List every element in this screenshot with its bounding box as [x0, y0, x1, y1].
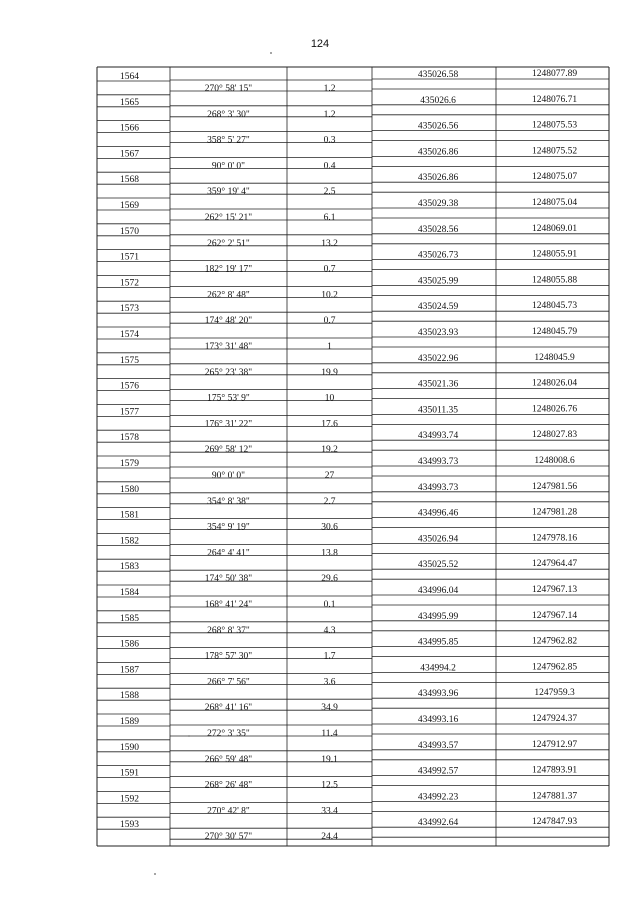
- segment-length-cell: 19.9: [321, 367, 338, 378]
- segment-length-cell: 1: [327, 342, 332, 352]
- y-coordinate-cell: 1248026.04: [531, 378, 578, 389]
- bearing-angle-cell: 168° 41' 24": [204, 600, 253, 610]
- point-id-cell: 1584: [120, 588, 139, 598]
- point-id-cell: 1587: [120, 665, 139, 676]
- bearing-angle-cell: 359° 19' 4": [207, 187, 250, 198]
- x-coordinate-cell: 435025.52: [417, 560, 459, 571]
- segment-length-cell: 30.6: [321, 522, 338, 533]
- x-coordinate-cell: 434996.46: [417, 508, 459, 519]
- point-id-cell: 1585: [120, 613, 139, 624]
- x-coordinate-cell: 435021.36: [417, 379, 459, 390]
- bearing-angle-cell: 268° 8' 37": [207, 625, 250, 636]
- x-coordinate-cell: 435026.73: [417, 250, 459, 261]
- y-coordinate-cell: 1248008.6: [534, 456, 575, 466]
- bearing-angle-cell: 270° 30' 57": [204, 832, 253, 843]
- segment-length-cell: 11.4: [321, 729, 338, 739]
- bearing-angle-cell: 174° 48' 20": [204, 316, 253, 327]
- segment-length-cell: 17.6: [321, 419, 338, 430]
- x-coordinate-cell: 435026.6: [420, 95, 456, 106]
- y-coordinate-cell: 1248027.83: [531, 430, 578, 441]
- segment-length-cell: 3.6: [323, 677, 336, 688]
- x-coordinate-cell: 434993.57: [417, 740, 459, 751]
- bearing-angle-cell: 270° 58' 15": [204, 84, 253, 94]
- segment-length-cell: 1.2: [323, 84, 336, 94]
- scan-speck: [154, 873, 156, 875]
- point-id-cell: 1593: [120, 820, 139, 831]
- x-coordinate-cell: 435026.86: [417, 173, 459, 184]
- y-coordinate-cell: 1248069.01: [531, 223, 578, 234]
- x-coordinate-cell: 434993.73: [417, 457, 459, 467]
- segment-length-cell: 1.2: [323, 109, 336, 120]
- point-id-cell: 1583: [120, 562, 139, 573]
- bearing-angle-cell: 264° 4' 41": [207, 548, 250, 559]
- x-coordinate-cell: 435023.93: [417, 328, 459, 338]
- y-coordinate-cell: 1247981.56: [531, 481, 578, 492]
- y-coordinate-cell: 1247881.37: [531, 791, 578, 802]
- y-coordinate-cell: 1248075.07: [531, 172, 578, 183]
- x-coordinate-cell: 434993.73: [417, 482, 459, 493]
- y-coordinate-cell: 1248045.73: [531, 301, 578, 312]
- y-coordinate-cell: 1247967.13: [531, 585, 578, 595]
- segment-length-cell: 0.7: [323, 316, 336, 327]
- x-coordinate-cell: 434992.23: [417, 792, 459, 803]
- x-coordinate-cell: 435028.56: [417, 224, 459, 235]
- point-id-cell: 1572: [120, 278, 139, 289]
- segment-length-cell: 19.2: [321, 445, 338, 456]
- table-cells: [120, 69, 577, 842]
- y-coordinate-cell: 1247959.3: [534, 688, 575, 699]
- point-id-cell: 1576: [120, 381, 139, 392]
- bearing-angle-cell: 266° 7' 56": [207, 677, 250, 688]
- y-coordinate-cell: 1248076.71: [531, 94, 578, 105]
- y-coordinate-cell: 1247962.82: [531, 636, 578, 647]
- x-coordinate-cell: 434992.64: [417, 818, 459, 829]
- x-coordinate-cell: 435022.96: [417, 353, 459, 364]
- bearing-angle-cell: 90° 0' 0": [211, 471, 246, 481]
- x-coordinate-cell: 434995.85: [417, 637, 459, 648]
- segment-length-cell: 13.2: [321, 238, 338, 249]
- bearing-angle-cell: 358° 5' 27": [207, 135, 250, 146]
- y-coordinate-cell: 1248045.9: [534, 352, 575, 363]
- y-coordinate-cell: 1247967.14: [531, 610, 578, 621]
- x-coordinate-cell: 434996.04: [417, 586, 459, 596]
- y-coordinate-cell: 1248045.79: [531, 327, 578, 337]
- point-id-cell: 1570: [120, 226, 139, 237]
- y-coordinate-cell: 1247912.97: [531, 739, 578, 750]
- bearing-angle-cell: 354° 8' 38": [207, 496, 250, 507]
- x-coordinate-cell: 435024.59: [417, 302, 459, 313]
- point-id-cell: 1589: [120, 717, 139, 727]
- segment-length-cell: 0.4: [323, 161, 336, 172]
- bearing-angle-cell: 270° 42' 8": [207, 806, 250, 817]
- segment-length-cell: 6.1: [323, 213, 336, 223]
- point-id-cell: 1571: [120, 252, 139, 263]
- bearing-angle-cell: 269° 58' 12": [204, 445, 253, 456]
- y-coordinate-cell: 1248026.76: [531, 404, 578, 415]
- y-coordinate-cell: 1247981.28: [531, 507, 578, 518]
- bearing-angle-cell: 174° 50' 38": [204, 574, 253, 585]
- y-coordinate-cell: 1247964.47: [531, 559, 578, 570]
- x-coordinate-cell: 435026.56: [417, 121, 459, 132]
- segment-length-cell: 4.3: [323, 625, 336, 636]
- point-id-cell: 1567: [120, 149, 139, 160]
- bearing-angle-cell: 354° 9' 19": [207, 522, 250, 533]
- y-coordinate-cell: 1247924.37: [531, 714, 578, 724]
- segment-length-cell: 10: [324, 393, 335, 404]
- x-coordinate-cell: 435026.94: [417, 534, 459, 545]
- segment-length-cell: 1.7: [323, 651, 336, 662]
- segment-length-cell: 0.1: [323, 600, 336, 610]
- page-number: 124: [310, 38, 330, 50]
- bearing-angle-cell: 272° 3' 35": [207, 729, 250, 739]
- segment-length-cell: 27: [324, 471, 335, 481]
- point-id-cell: 1582: [120, 536, 139, 547]
- segment-length-cell: 24.4: [321, 832, 338, 843]
- x-coordinate-cell: 434995.99: [417, 611, 459, 622]
- y-coordinate-cell: 1247962.85: [531, 662, 578, 673]
- segment-length-cell: 0.3: [323, 135, 336, 146]
- point-id-cell: 1568: [120, 175, 139, 186]
- y-coordinate-cell: 1248075.04: [531, 198, 578, 208]
- segment-length-cell: 10.2: [321, 290, 338, 301]
- bearing-angle-cell: 176° 31' 22": [204, 419, 253, 430]
- bearing-angle-cell: 178° 57' 30": [204, 651, 253, 662]
- point-id-cell: 1581: [120, 510, 139, 521]
- segment-length-cell: 33.4: [321, 806, 338, 817]
- segment-length-cell: 12.5: [321, 780, 338, 791]
- point-id-cell: 1569: [120, 201, 139, 211]
- y-coordinate-cell: 1248075.53: [531, 120, 578, 131]
- point-id-cell: 1566: [120, 123, 139, 134]
- segment-length-cell: 34.9: [321, 703, 338, 714]
- point-id-cell: 1574: [120, 330, 139, 340]
- y-coordinate-cell: 1247847.93: [531, 817, 578, 828]
- bearing-angle-cell: 262° 15' 21": [204, 213, 253, 223]
- segment-length-cell: 2.5: [323, 187, 336, 198]
- point-id-cell: 1588: [120, 691, 139, 702]
- y-coordinate-cell: 1248055.91: [531, 249, 578, 260]
- point-id-cell: 1573: [120, 304, 139, 315]
- x-coordinate-cell: 435011.35: [417, 405, 459, 416]
- point-id-cell: 1564: [120, 72, 139, 82]
- point-id-cell: 1592: [120, 794, 139, 805]
- x-coordinate-cell: 435026.58: [417, 70, 459, 80]
- bearing-angle-cell: 182° 19' 17": [204, 264, 253, 275]
- bearing-angle-cell: 90° 0' 0": [211, 161, 246, 172]
- scan-speck: [188, 735, 190, 737]
- y-coordinate-cell: 1247893.91: [531, 765, 578, 776]
- x-coordinate-cell: 435029.38: [417, 199, 459, 209]
- y-coordinate-cell: 1248077.89: [531, 69, 578, 79]
- bearing-angle-cell: 262° 8' 48": [207, 290, 250, 301]
- scan-speck: [270, 52, 272, 54]
- point-id-cell: 1577: [120, 407, 139, 418]
- bearing-angle-cell: 268° 41' 16": [204, 703, 253, 714]
- segment-length-cell: 13.8: [321, 548, 338, 559]
- point-id-cell: 1586: [120, 639, 139, 650]
- point-id-cell: 1590: [120, 742, 139, 753]
- bearing-angle-cell: 266° 59' 48": [204, 754, 253, 765]
- y-coordinate-cell: 1248055.88: [531, 275, 578, 286]
- bearing-angle-cell: 268° 3' 30": [207, 109, 250, 120]
- y-coordinate-cell: 1248075.52: [531, 146, 578, 157]
- segment-length-cell: 2.7: [323, 496, 336, 507]
- x-coordinate-cell: 435025.99: [417, 276, 459, 287]
- bearing-angle-cell: 268° 26' 48": [204, 780, 253, 791]
- point-id-cell: 1575: [120, 355, 139, 366]
- x-coordinate-cell: 434993.74: [417, 431, 459, 442]
- point-id-cell: 1591: [120, 768, 139, 779]
- segment-length-cell: 29.6: [321, 574, 338, 585]
- x-coordinate-cell: 434994.2: [420, 663, 456, 674]
- point-id-cell: 1579: [120, 459, 139, 469]
- y-coordinate-cell: 1247978.16: [531, 533, 578, 544]
- bearing-angle-cell: 175° 53' 9": [207, 393, 250, 404]
- point-id-cell: 1578: [120, 433, 139, 444]
- x-coordinate-cell: 434992.57: [417, 766, 459, 777]
- point-id-cell: 1580: [120, 484, 139, 495]
- x-coordinate-cell: 434993.16: [417, 715, 459, 725]
- bearing-angle-cell: 262° 2' 51": [207, 238, 250, 249]
- segment-length-cell: 19.1: [321, 754, 338, 765]
- point-id-cell: 1565: [120, 97, 139, 108]
- segment-length-cell: 0.7: [323, 264, 336, 275]
- x-coordinate-cell: 434993.96: [417, 689, 459, 700]
- table-grid: [97, 67, 609, 846]
- bearing-angle-cell: 173° 31' 48": [204, 342, 253, 352]
- x-coordinate-cell: 435026.86: [417, 147, 459, 158]
- bearing-angle-cell: 265° 23' 38": [204, 367, 253, 378]
